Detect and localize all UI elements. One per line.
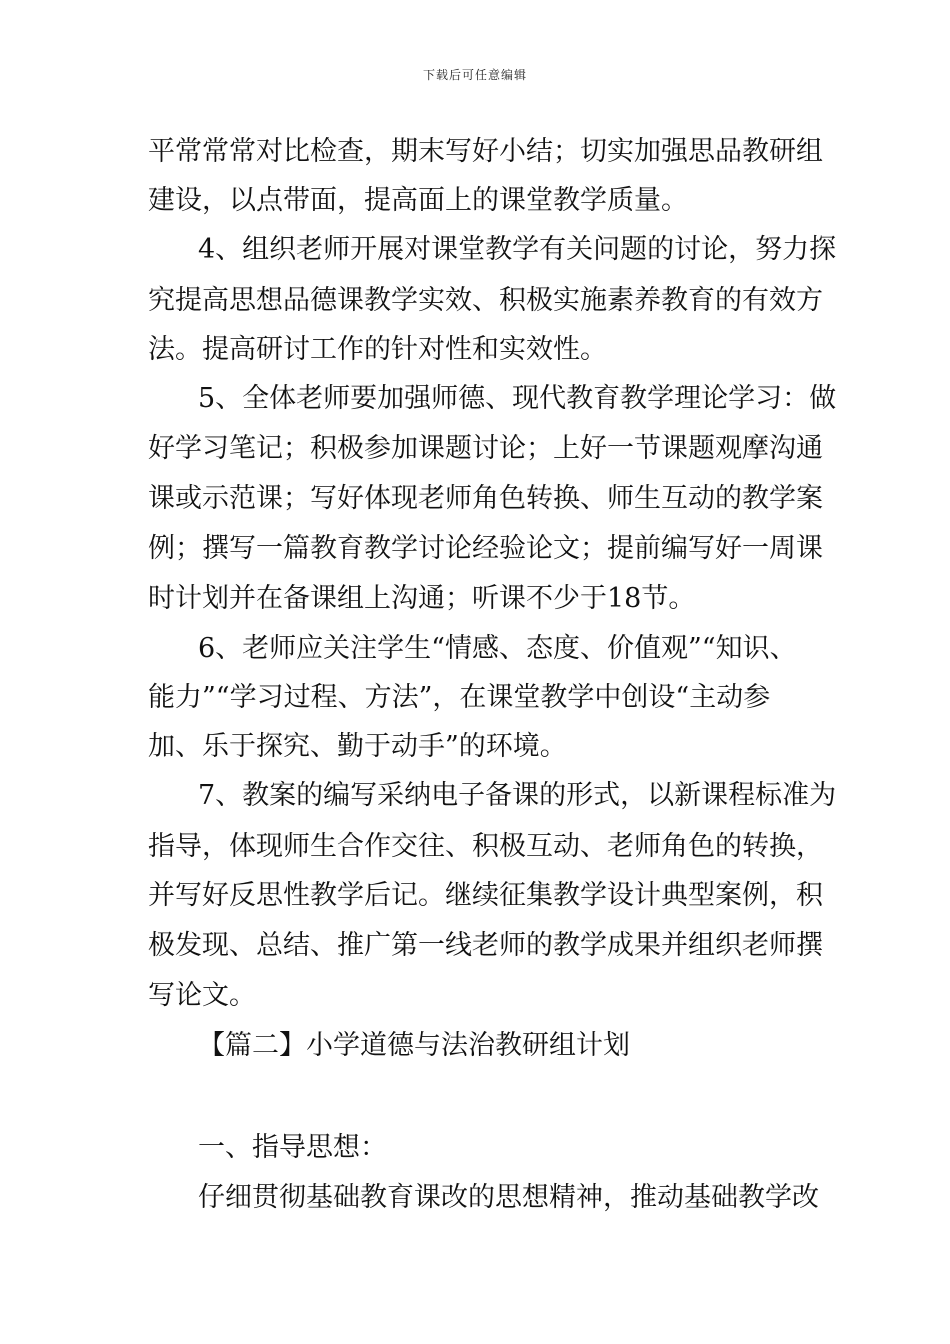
text-line: 写论文。 xyxy=(148,980,256,1011)
text-line: 7、教案的编写采纳电子备课的形式，以新课程标准为 xyxy=(198,780,837,811)
text-line: 加、乐于探究、勤于动手”的环境。 xyxy=(148,731,567,762)
text-line: 5、全体老师要加强师德、现代教育教学理论学习：做 xyxy=(198,383,837,414)
text-line: 时计划并在备课组上沟通；听课不少于18节。 xyxy=(148,583,696,614)
text-line: 法。提高研讨工作的针对性和实效性。 xyxy=(148,334,607,365)
subsection-heading: 一、指导思想： xyxy=(198,1132,387,1163)
text-line: 能力”“学习过程、方法”，在课堂教学中创设“主动参 xyxy=(148,682,771,713)
text-line: 课或示范课；写好体现老师角色转换、师生互动的教学案 xyxy=(148,483,823,514)
text-line: 4、组织老师开展对课堂教学有关问题的讨论，努力探 xyxy=(198,234,837,265)
text-line: 并写好反思性教学后记。继续征集教学设计典型案例，积 xyxy=(148,880,823,911)
text-line: 极发现、总结、推广第一线老师的教学成果并组织老师撰 xyxy=(148,930,823,961)
text-line: 指导，体现师生合作交往、积极互动、老师角色的转换， xyxy=(148,831,823,862)
page-header-note: 下载后可任意编辑 xyxy=(422,68,527,82)
text-line: 建设，以点带面，提高面上的课堂教学质量。 xyxy=(148,185,688,216)
section-heading: 【篇二】小学道德与法治教研组计划 xyxy=(198,1030,630,1061)
text-line: 好学习笔记；积极参加课题讨论；上好一节课题观摩沟通 xyxy=(148,433,823,464)
text-line: 例；撰写一篇教育教学讨论经验论文；提前编写好一周课 xyxy=(148,533,823,564)
text-line: 6、老师应关注学生“情感、态度、价值观”“知识、 xyxy=(198,633,797,664)
text-line: 平常常常对比检查，期末写好小结；切实加强思品教研组 xyxy=(148,136,823,167)
text-line: 究提高思想品德课教学实效、积极实施素养教育的有效方 xyxy=(148,285,823,316)
text-line: 仔细贯彻基础教育课改的思想精神，推动基础教学改 xyxy=(198,1182,819,1213)
